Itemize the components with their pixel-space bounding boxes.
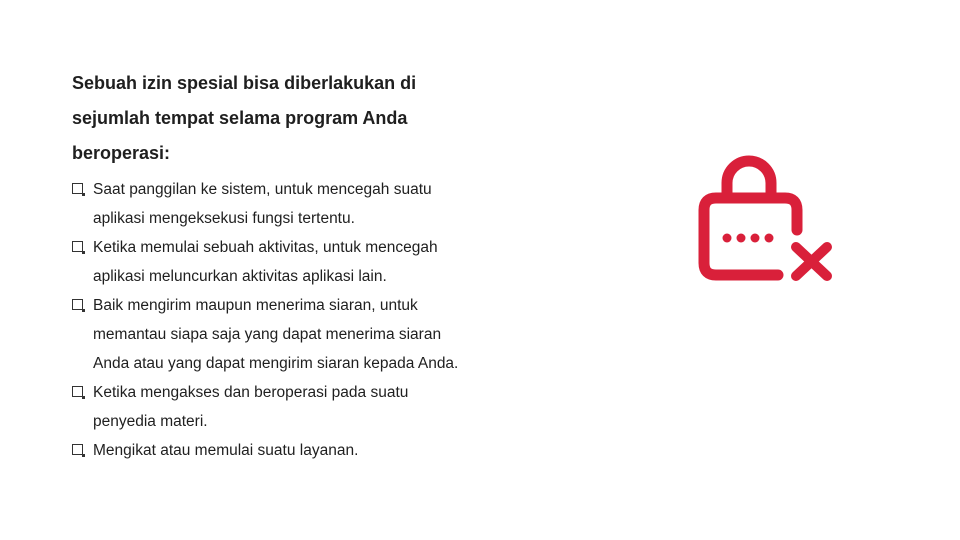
checkbox-bullet-icon	[72, 299, 83, 310]
main-content	[72, 66, 522, 465]
bullet-item	[72, 291, 522, 378]
bullet-text: Saat panggilan ke sistem, untuk mencegah suatu	[93, 181, 432, 198]
bullet-text: Mengikat atau memulai suatu layanan.	[93, 442, 359, 459]
heading-line: sejumlah tempat selama program Anda	[72, 108, 408, 128]
checkbox-bullet-icon	[72, 183, 83, 194]
heading-line: beroperasi:	[72, 143, 171, 163]
bullet-text: Anda atau yang dapat mengirim siaran kepada Anda.	[93, 355, 459, 372]
bullet-item	[72, 175, 522, 233]
bullet-text: Baik mengirim maupun menerima siaran, untuk	[93, 297, 418, 314]
heading	[72, 66, 522, 171]
checkbox-bullet-icon	[72, 241, 83, 252]
checkbox-bullet-icon	[72, 444, 83, 455]
bullet-text: memantau siapa saja yang dapat menerima siaran	[93, 326, 442, 343]
bullet-text: penyedia materi.	[93, 413, 208, 430]
checkbox-bullet-icon	[72, 386, 83, 397]
bullet-text: Ketika mengakses dan beroperasi pada suatu	[93, 384, 409, 401]
bullet-list	[72, 175, 522, 465]
heading-line: Sebuah izin spesial bisa diberlakukan di	[72, 73, 417, 93]
bullet-text: aplikasi meluncurkan aktivitas aplikasi lain.	[93, 268, 387, 285]
bullet-text: aplikasi mengeksekusi fungsi tertentu.	[93, 210, 355, 227]
bullet-item	[72, 378, 522, 436]
bullet-text: Ketika memulai sebuah aktivitas, untuk mencegah	[93, 239, 438, 256]
locked-password-denied-icon	[694, 148, 839, 288]
bullet-item	[72, 233, 522, 291]
bullet-item	[72, 436, 522, 465]
